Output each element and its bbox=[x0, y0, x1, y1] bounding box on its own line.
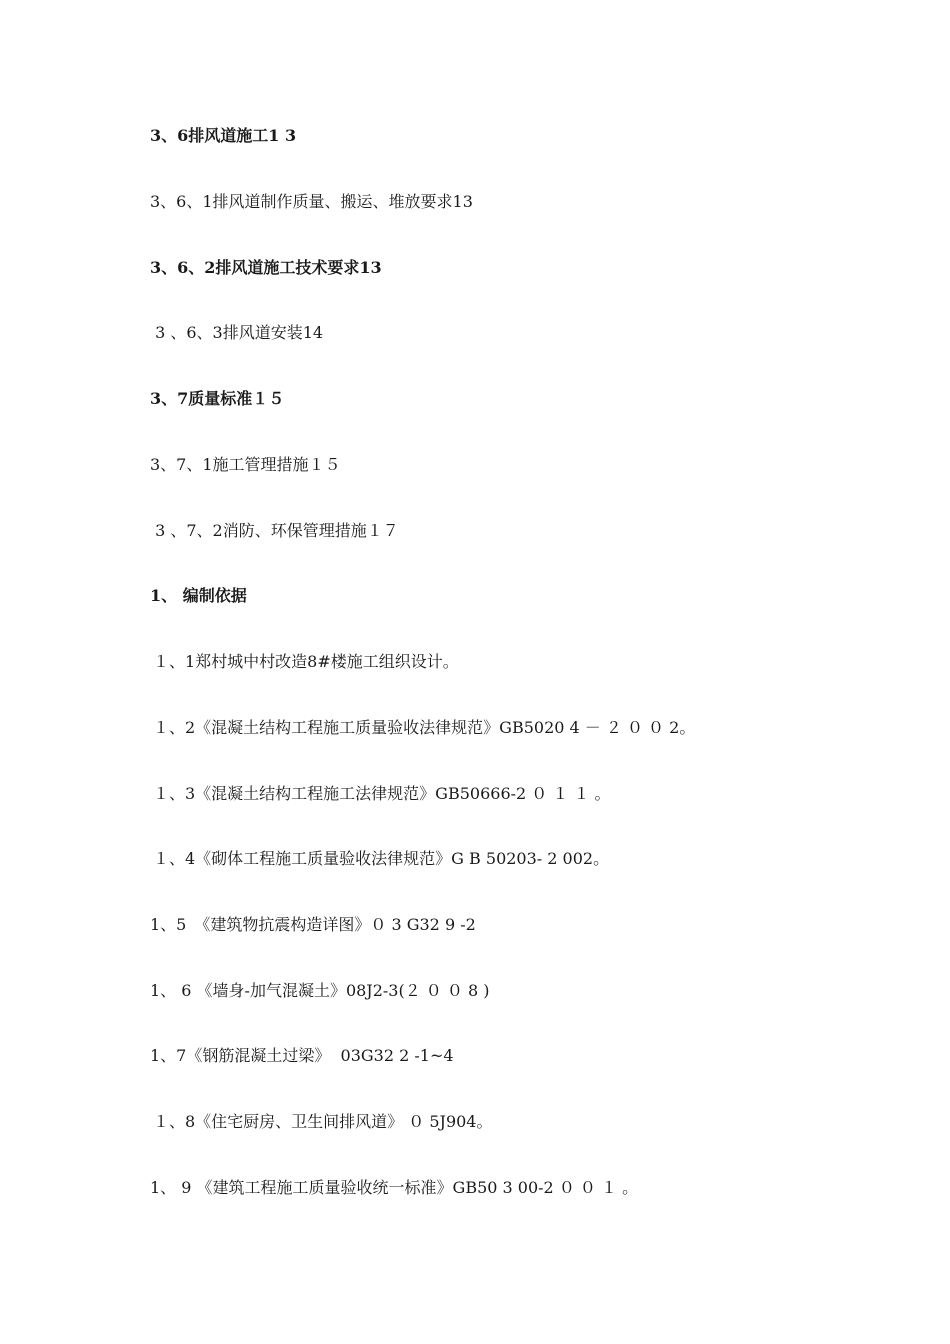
basis-item-2: １、2《混凝土结构工程施工质量验收法律规范》GB5020 4 － ２ ０ ０ 2。 bbox=[153, 718, 696, 737]
basis-item-6: 1、 6 《墙身-加气混凝土》08J2-3(２ ０ ０ 8 ) bbox=[150, 981, 490, 1000]
section-heading-basis: 1、 编制依据 bbox=[150, 586, 247, 605]
toc-line-3-7: 3、7质量标准１５ bbox=[150, 389, 285, 408]
basis-item-8: １、8《住宅厨房、卫生间排风道》 ０ 5J904。 bbox=[153, 1112, 493, 1131]
toc-line-3-6-2: 3、6、2排风道施工技术要求13 bbox=[150, 258, 382, 277]
toc-line-3-6-1: 3、6、1排风道制作质量、搬运、堆放要求13 bbox=[150, 192, 473, 211]
toc-line-3-7-1: 3、7、1施工管理措施１５ bbox=[150, 455, 341, 474]
basis-item-5: 1、5 《建筑物抗震构造详图》０ 3 G32 9 -2 bbox=[150, 915, 476, 934]
basis-item-9: 1、 9 《建筑工程施工质量验收统一标准》GB50 3 00-2 ０ ０ １ 。 bbox=[150, 1178, 639, 1197]
basis-item-7: 1、7《钢筋混凝土过梁》 03G32 2 -1~4 bbox=[150, 1046, 454, 1065]
toc-line-3-6-3: 3 、6、3排风道安装14 bbox=[150, 323, 324, 342]
toc-line-3-6: 3、6排风道施工1 3 bbox=[150, 126, 297, 145]
basis-item-3: １、3《混凝土结构工程施工法律规范》GB50666-2 ０ １ １ 。 bbox=[153, 784, 611, 803]
toc-line-3-7-2: 3 、7、2消防、环保管理措施１７ bbox=[150, 521, 399, 540]
basis-item-1: １、1郑村城中村改造8#楼施工组织设计。 bbox=[153, 652, 459, 671]
basis-item-4: １、4《砌体工程施工质量验收法律规范》G B 50203- 2 002。 bbox=[153, 849, 610, 868]
